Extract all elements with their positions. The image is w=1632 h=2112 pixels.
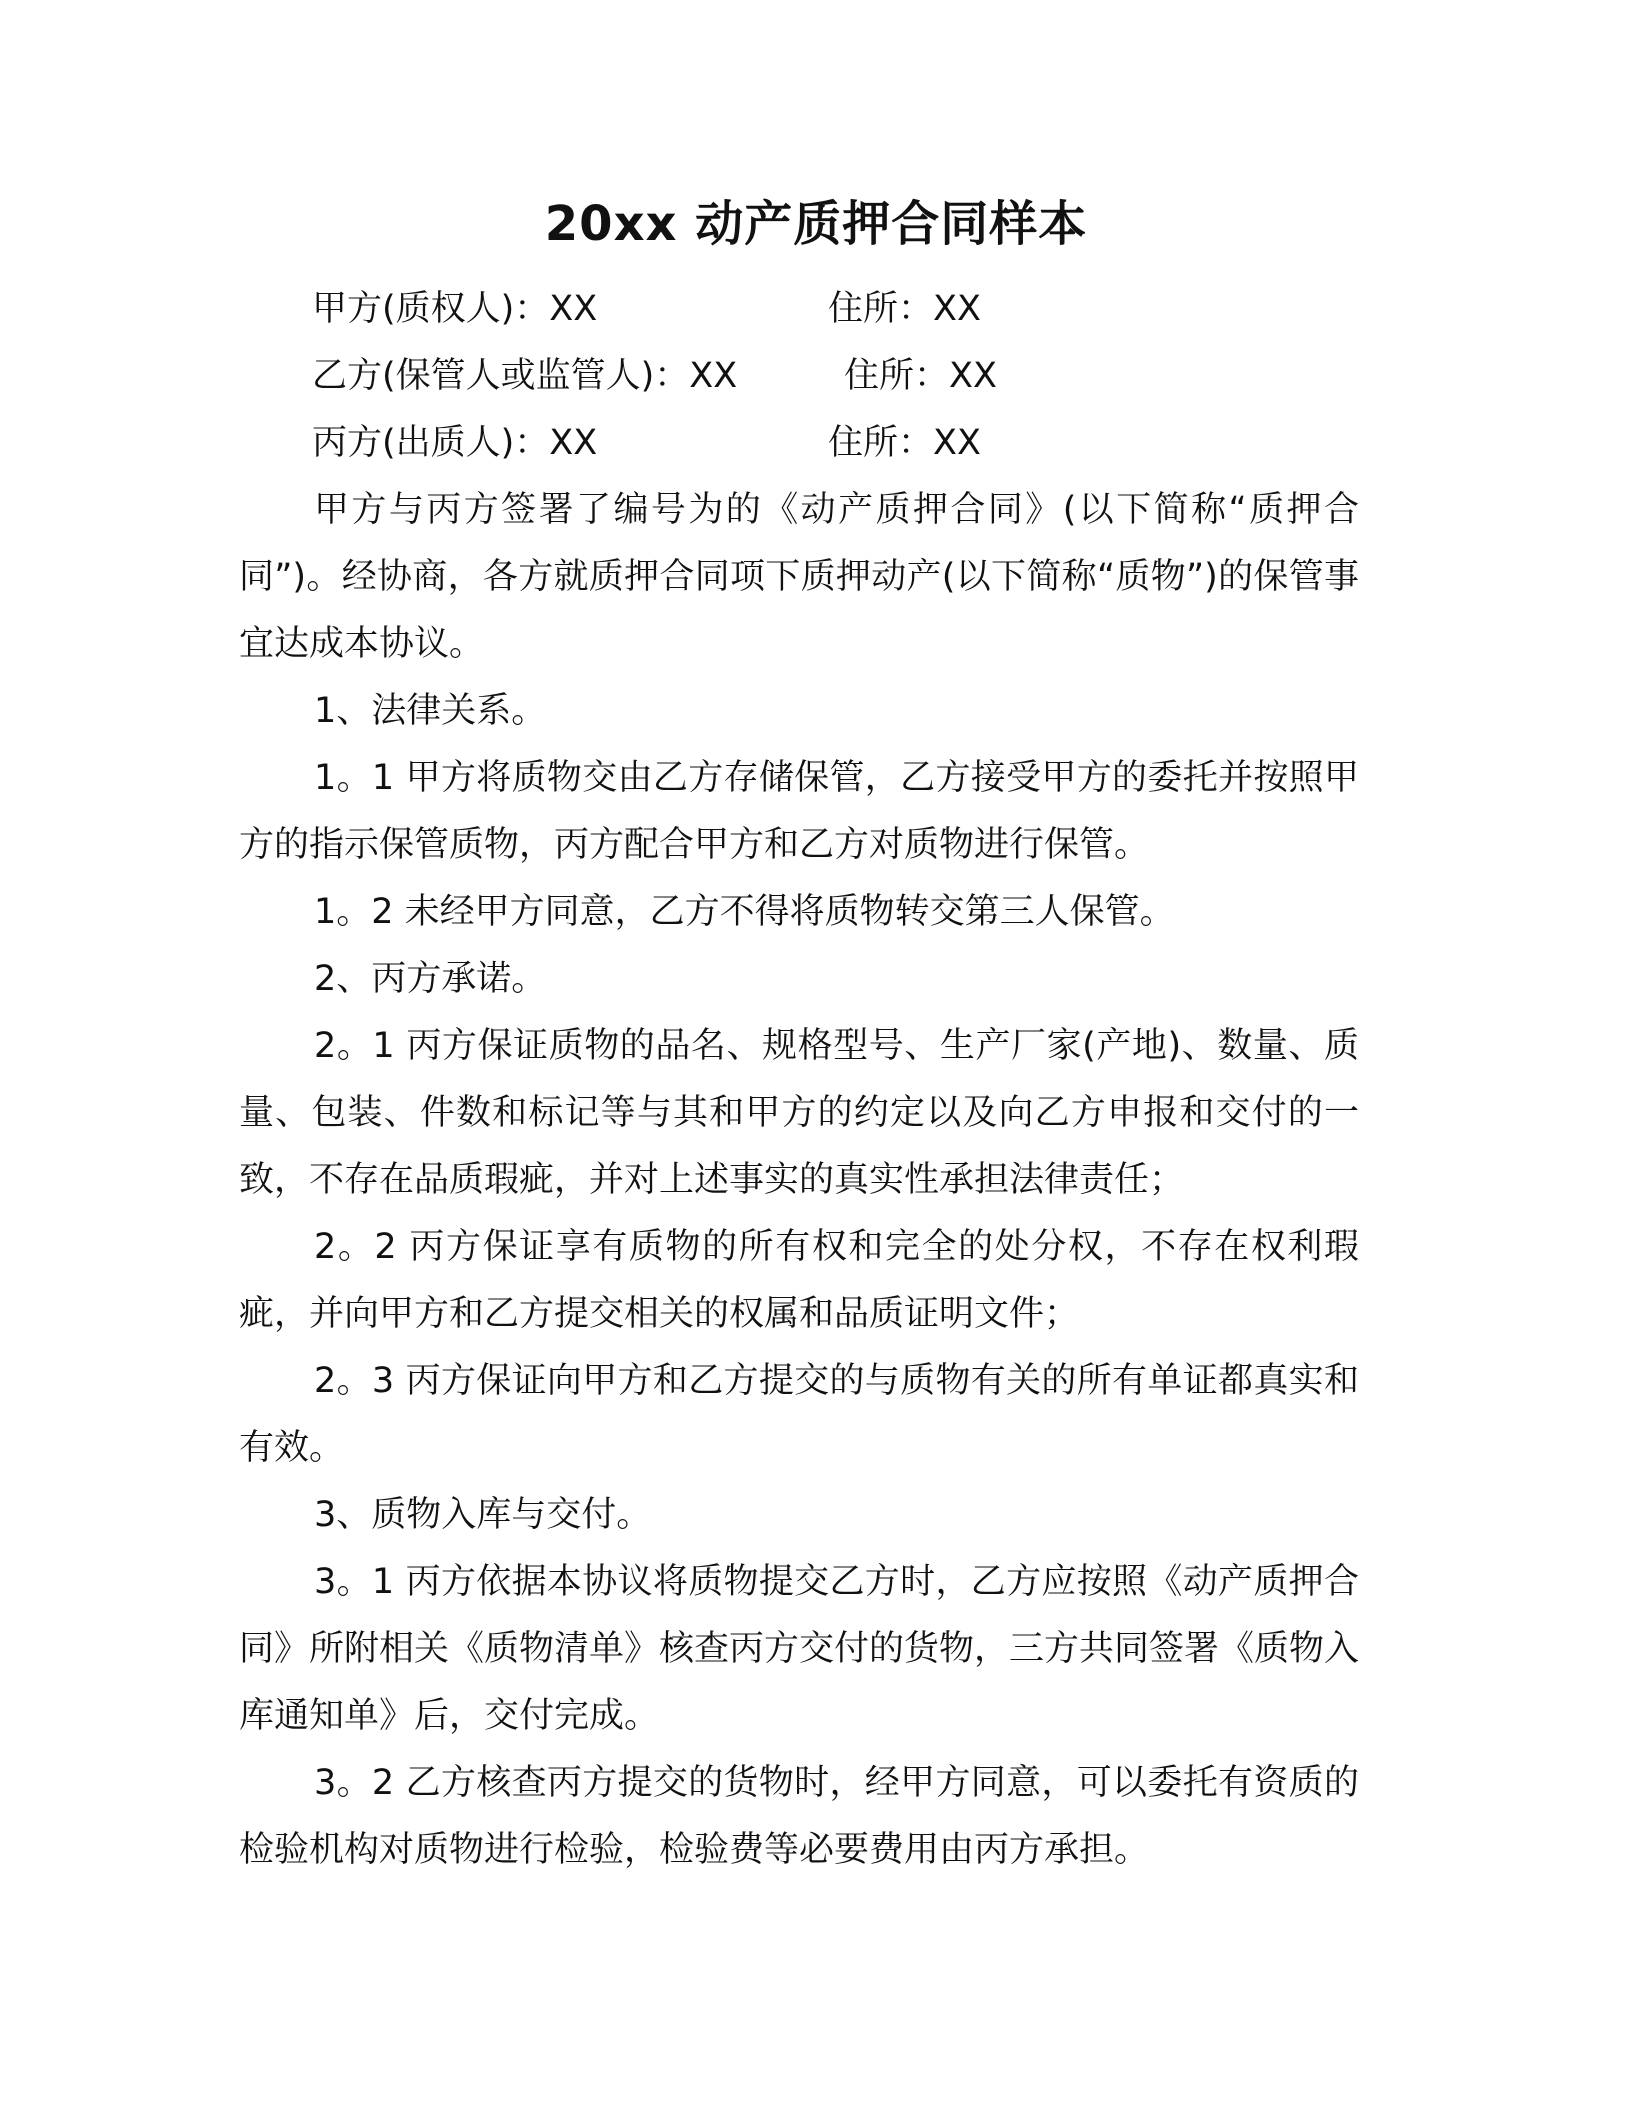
section-heading: 1、法律关系。: [314, 691, 547, 731]
clause-paragraph: 1。2 未经甲方同意，乙方不得将质物转交第三人保管。: [314, 892, 1175, 932]
party-b-name: 乙方(保管人或监管人)：XX: [312, 356, 738, 396]
preamble-paragraph: 甲方与丙方签署了编号为的《动产质押合同》(以下简称“质押合同”)。经协商，各方就质押合同项下质押动产(以下简称“质物”)的保管事宜达成本协议。: [239, 490, 1359, 664]
clause-paragraph: 2。3 丙方保证向甲方和乙方提交的与质物有关的所有单证都真实和有效。: [239, 1361, 1359, 1468]
section-heading: 2、丙方承诺。: [314, 959, 547, 999]
clause-paragraph: 3。2 乙方核查丙方提交的货物时，经甲方同意，可以委托有资质的检验机构对质物进行检验，检验费等必要费用由丙方承担。: [239, 1763, 1359, 1870]
party-c-row: [312, 417, 981, 469]
clause-paragraph: 2。2 丙方保证享有质物的所有权和完全的处分权，不存在权利瑕疵，并向甲方和乙方提交相关的权属和品质证明文件；: [239, 1227, 1359, 1334]
document-title: 20xx 动产质押合同样本: [544, 196, 1088, 252]
party-c-address: 住所：XX: [828, 423, 981, 463]
party-a-address: 住所：XX: [828, 289, 981, 329]
section-heading: 3、质物入库与交付。: [314, 1495, 652, 1535]
party-c-name: 丙方(出质人)：XX: [312, 423, 598, 463]
clause-paragraph: 3。1 丙方依据本协议将质物提交乙方时，乙方应按照《动产质押合同》所附相关《质物清单》核查丙方交付的货物，三方共同签署《质物入库通知单》后，交付完成。: [239, 1562, 1360, 1736]
party-a-row: [312, 283, 981, 335]
party-a-name: 甲方(质权人)：XX: [312, 289, 598, 329]
party-b-address: 住所：XX: [844, 356, 997, 396]
clause-paragraph: 2。1 丙方保证质物的品名、规格型号、生产厂家(产地)、数量、质量、包装、件数和标记等与其和甲方的约定以及向乙方申报和交付的一致，不存在品质瑕疵，并对上述事实的真实性承担法律责任；: [239, 1026, 1359, 1200]
party-b-row: [312, 350, 997, 402]
clause-paragraph: 1。1 甲方将质物交由乙方存储保管，乙方接受甲方的委托并按照甲方的指示保管质物，丙方配合甲方和乙方对质物进行保管。: [239, 758, 1359, 865]
document-body: [239, 477, 1359, 1884]
